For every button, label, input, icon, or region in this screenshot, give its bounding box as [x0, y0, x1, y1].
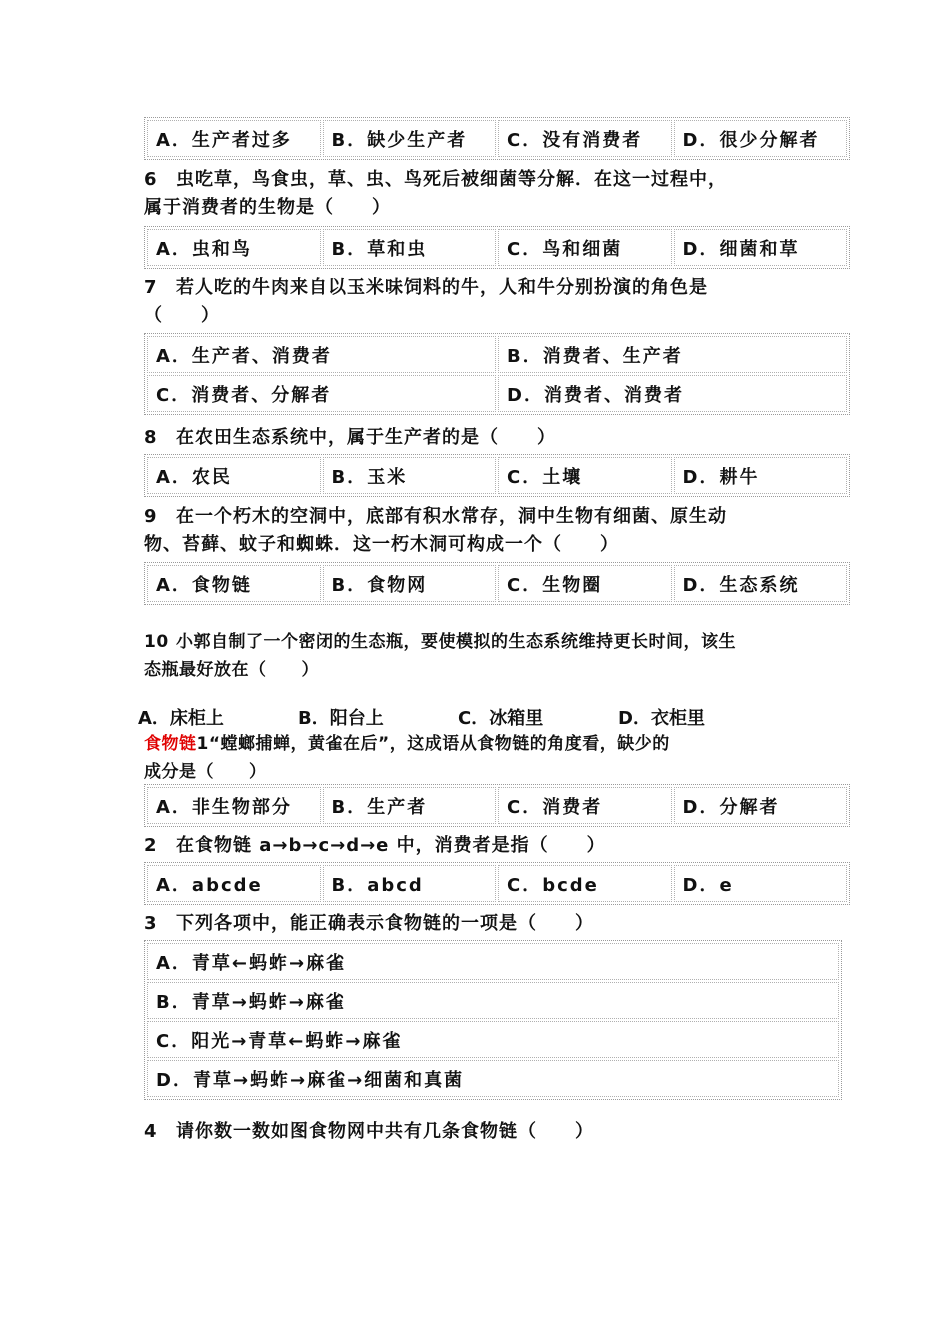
- f2-text: [144, 832, 824, 860]
- q5-option-d[interactable]: D．很少分解者: [674, 120, 848, 157]
- q8-options: [144, 454, 850, 497]
- q9-option-c[interactable]: C．生物圈: [498, 565, 672, 602]
- q7-options: [144, 333, 850, 415]
- q8-option-d[interactable]: D．耕牛: [674, 457, 848, 494]
- q5-option-a[interactable]: A．生产者过多: [147, 120, 321, 157]
- q7-option-a[interactable]: A．生产者、消费者: [147, 336, 496, 373]
- f3-option-c[interactable]: C．阳光→青草←蚂蚱→麻雀: [147, 1021, 839, 1058]
- q8-option-a[interactable]: A．农民: [147, 457, 321, 494]
- q10-option-a[interactable]: A．床柜上: [138, 708, 224, 729]
- q7-option-d[interactable]: D．消费者、消费者: [498, 375, 847, 412]
- q5-option-c[interactable]: C．没有消费者: [498, 120, 672, 157]
- q9-line1: 在一个朽木的空洞中，底部有积水常存，洞中生物有细菌、原生动: [176, 506, 727, 527]
- q7-line1: 若人吃的牛肉来自以玉米味饲料的牛，人和牛分别扮演的角色是: [176, 277, 708, 298]
- q6-option-d[interactable]: D．细菌和草: [674, 229, 848, 266]
- q6-text: [144, 166, 824, 222]
- q6-option-c[interactable]: C．鸟和细菌: [498, 229, 672, 266]
- q10-options: [138, 704, 838, 730]
- q7-number: 7: [144, 277, 158, 298]
- f3-option-d[interactable]: D．青草→蚂蚱→麻雀→细菌和真菌: [147, 1060, 839, 1097]
- q8-line1: 在农田生态系统中，属于生产者的是（ ）: [176, 427, 556, 448]
- f1-options: [144, 784, 850, 827]
- f2-option-c[interactable]: C．bcde: [498, 865, 672, 902]
- q10-line2: 态瓶最好放在（ ）: [144, 660, 319, 680]
- q5-options: [144, 117, 850, 160]
- q5-option-b[interactable]: B．缺少生产者: [323, 120, 497, 157]
- f2-number: 2: [144, 835, 158, 856]
- q9-text: [144, 503, 824, 559]
- f1-option-d[interactable]: D．分解者: [674, 787, 848, 824]
- q9-option-d[interactable]: D．生态系统: [674, 565, 848, 602]
- section-title: 食物链: [144, 734, 197, 754]
- q6-line2: 属于消费者的生物是（ ）: [144, 197, 391, 218]
- q8-text: [144, 424, 824, 452]
- q7-text: [144, 274, 824, 330]
- q7-option-c[interactable]: C．消费者、分解者: [147, 375, 496, 412]
- f3-number: 3: [144, 913, 158, 934]
- f1-line1: “螳螂捕蝉，黄雀在后”，这成语从食物链的角度看，缺少的: [208, 734, 670, 754]
- f1-option-a[interactable]: A．非生物部分: [147, 787, 321, 824]
- f4-number: 4: [144, 1121, 158, 1142]
- q9-option-a[interactable]: A．食物链: [147, 565, 321, 602]
- q10-option-c[interactable]: C．冰箱里: [458, 708, 544, 729]
- q10-number: 10: [144, 632, 169, 652]
- q6-option-b[interactable]: B．草和虫: [323, 229, 497, 266]
- q9-options: [144, 562, 850, 605]
- q6-number: 6: [144, 169, 158, 190]
- f4-text: [144, 1118, 824, 1146]
- f2-options: [144, 862, 850, 905]
- q8-option-b[interactable]: B．玉米: [323, 457, 497, 494]
- q10-text: [144, 628, 824, 684]
- f2-option-a[interactable]: A．abcde: [147, 865, 321, 902]
- q9-option-b[interactable]: B．食物网: [323, 565, 497, 602]
- f1-option-c[interactable]: C．消费者: [498, 787, 672, 824]
- f2-option-d[interactable]: D．e: [674, 865, 848, 902]
- f1-text: [144, 730, 824, 786]
- f4-line1: 请你数一数如图食物网中共有几条食物链（ ）: [176, 1121, 594, 1142]
- q6-options: [144, 226, 850, 269]
- f3-option-b[interactable]: B．青草→蚂蚱→麻雀: [147, 982, 839, 1019]
- f1-option-b[interactable]: B．生产者: [323, 787, 497, 824]
- q10-line1: 小郭自制了一个密闭的生态瓶，要使模拟的生态系统维持更长时间，该生: [176, 632, 736, 652]
- q9-number: 9: [144, 506, 158, 527]
- f1-line2: 成分是（ ）: [144, 762, 267, 782]
- q7-line2: （ ）: [144, 305, 220, 326]
- f3-text: [144, 910, 824, 938]
- q6-line1: 虫吃草，鸟食虫，草、虫、鸟死后被细菌等分解．在这一过程中，: [176, 169, 727, 190]
- q7-option-b[interactable]: B．消费者、生产者: [498, 336, 847, 373]
- q8-option-c[interactable]: C．土壤: [498, 457, 672, 494]
- f2-option-b[interactable]: B．abcd: [323, 865, 497, 902]
- q10-option-d[interactable]: D．衣柜里: [618, 708, 705, 729]
- f2-line1: 在食物链 a→b→c→d→e 中，消费者是指（ ）: [176, 835, 606, 856]
- f1-number: 1: [196, 734, 209, 754]
- f3-options: [144, 940, 842, 1100]
- q9-line2: 物、苔藓、蚊子和蜘蛛．这一朽木洞可构成一个（ ）: [144, 534, 619, 555]
- q8-number: 8: [144, 427, 158, 448]
- f3-line1: 下列各项中，能正确表示食物链的一项是（ ）: [176, 913, 594, 934]
- q10-option-b[interactable]: B．阳台上: [298, 708, 384, 729]
- q6-option-a[interactable]: A．虫和鸟: [147, 229, 321, 266]
- f3-option-a[interactable]: A．青草←蚂蚱→麻雀: [147, 943, 839, 980]
